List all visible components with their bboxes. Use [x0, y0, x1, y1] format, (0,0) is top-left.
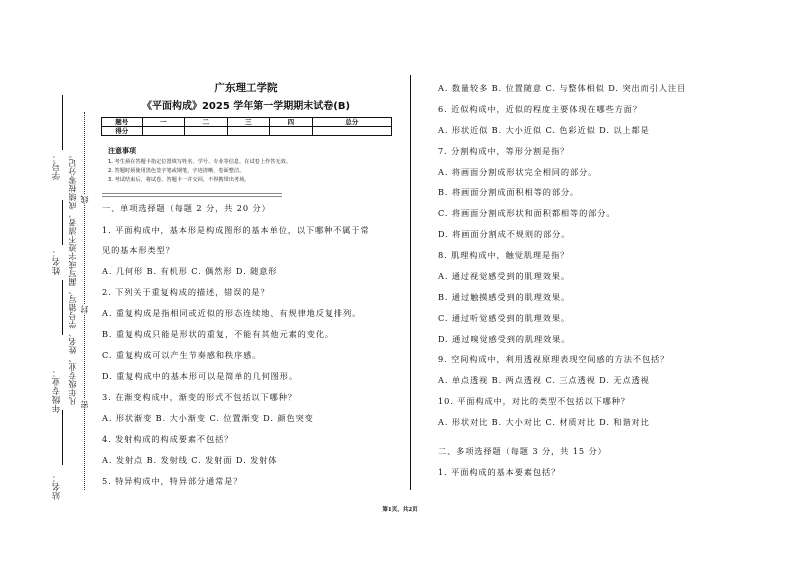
score-header-cell: 三 [227, 118, 270, 127]
answer-option: D. 将画面分割成不规则的部分。 [438, 229, 571, 239]
seal-dotted-line [84, 112, 85, 490]
notice-title: 注意事项 [108, 147, 136, 155]
answer-options: A. 单点透视 B. 两点透视 C. 三点透视 D. 无点透视 [438, 375, 650, 385]
name-line [62, 280, 63, 335]
notice-item: 3. 考试结束后，将试卷、答题卡一并交回，不得携带出考场。 [108, 177, 250, 183]
score-cell [227, 127, 270, 136]
question-text: 1. 平面构成中，基本形是构成图形的基本单位，以下哪种不属于常 [102, 225, 370, 235]
grade-major-line [62, 410, 63, 465]
score-header-cell: 一 [142, 118, 185, 127]
answer-option: D. 重复构成中的基本形可以是简单的几何图形。 [102, 371, 298, 381]
score-table [101, 117, 392, 136]
student-id-label: 学号： [52, 153, 62, 180]
column-divider [410, 75, 411, 490]
score-cell [270, 127, 313, 136]
seal-char-feng: 封 [80, 305, 89, 314]
grade-major-label: 年级专业： [52, 368, 62, 413]
answer-option: B. 通过触摸感受到的肌理效果。 [438, 292, 571, 302]
binding-warning-text: 凡年级专业、姓名、学号错写、漏写或字迹不清者，成绩按零分记。 [68, 150, 77, 405]
seal-char-mi: 密 [80, 400, 89, 409]
answer-option: A. 通过视觉感受到的肌理效果。 [438, 271, 570, 281]
score-table-header-row [102, 118, 392, 127]
answer-option: B. 重复构成只能是形状的重复，不能有其他元素的变化。 [102, 329, 335, 339]
question-text: 1. 平面构成的基本要素包括？ [438, 467, 561, 477]
answer-options: A. 形状渐变 B. 大小渐变 C. 位置渐变 D. 颜色突变 [102, 413, 314, 423]
answer-option: A. 将画面分割成形状完全相同的部分。 [438, 167, 598, 177]
seal-char-xian: 线 [80, 195, 89, 204]
notice-divider [102, 193, 282, 197]
score-cell [312, 127, 391, 136]
answer-option: B. 将画面分割成面积相等的部分。 [438, 187, 580, 197]
site-label: 站名： [52, 473, 62, 500]
score-header-cell: 总分 [312, 118, 391, 127]
student-id-line [62, 95, 63, 150]
section-heading: 二、多项选择题（每题 3 分，共 15 分） [438, 446, 607, 456]
answer-options: A. 形状近似 B. 大小近似 C. 色彩近似 D. 以上都是 [438, 125, 650, 135]
score-row-label: 得分 [102, 127, 143, 136]
answer-options: A. 几何形 B. 有机形 C. 偶然形 D. 随意形 [102, 266, 278, 276]
question-text: 2. 下列关于重复构成的描述，错误的是？ [102, 287, 270, 297]
score-cell [142, 127, 185, 136]
question-text: 4. 发射构成的构成要素不包括？ [102, 434, 234, 444]
question-text: 10. 平面构成中，对比的类型不包括以下哪种？ [438, 396, 630, 406]
page-number: 第1页，共2页 [382, 507, 418, 513]
question-text: 3. 在渐变构成中，渐变的形式不包括以下哪种？ [102, 392, 297, 402]
question-text: 9. 空间构成中，利用透视原理表现空间感的方法不包括？ [438, 354, 670, 364]
question-text: 6. 近似构成中，近似的程度主要体现在哪些方面？ [438, 104, 642, 114]
notice-item: 1. 考生须在答题卡指定位置填写姓名、学号、专业等信息，在试卷上作答无效。 [108, 159, 291, 165]
notice-item: 2. 答题时须使用黑色签字笔或钢笔，字迹清晰，卷面整洁。 [108, 168, 245, 174]
score-cell [185, 127, 228, 136]
answer-options: A. 数量较多 B. 位置随意 C. 与整体相似 D. 突出而引人注目 [438, 83, 687, 93]
school-name: 广东理工学院 [214, 82, 278, 94]
question-text: 5. 特异构成中，特异部分通常是？ [102, 476, 243, 486]
score-header-cell: 题号 [102, 118, 143, 127]
answer-option: A. 重复构成是指相同或近似的形态连续地、有规律地反复排列。 [102, 308, 362, 318]
score-header-cell: 四 [270, 118, 313, 127]
answer-options: A. 形状对比 B. 大小对比 C. 材质对比 D. 和谐对比 [438, 417, 650, 427]
answer-option: C. 将画面分割成形状和面积都相等的部分。 [438, 208, 616, 218]
score-table-score-row [102, 127, 392, 136]
answer-options: A. 发射点 B. 发射线 C. 发射面 D. 发射体 [102, 455, 278, 465]
exam-title: 《平面构成》2025 学年第一学期期末试卷(B) [141, 101, 351, 112]
name-label: 姓名： [52, 248, 62, 275]
question-text: 见的基本形类型？ [102, 245, 175, 255]
section-heading: 一、单项选择题（每题 2 分，共 20 分） [102, 203, 271, 213]
answer-option: C. 重复构成可以产生节奏感和秩序感。 [102, 350, 262, 360]
notice-block [108, 146, 398, 185]
answer-option: D. 通过嗅觉感受到的肌理效果。 [438, 334, 571, 344]
name-line-top [62, 200, 63, 245]
score-header-cell: 二 [185, 118, 228, 127]
question-text: 8. 肌理构成中，触觉肌理是指？ [438, 250, 570, 260]
question-text: 7. 分割构成中，等形分割是指？ [438, 146, 570, 156]
answer-option: C. 通过听觉感受到的肌理效果。 [438, 313, 571, 323]
